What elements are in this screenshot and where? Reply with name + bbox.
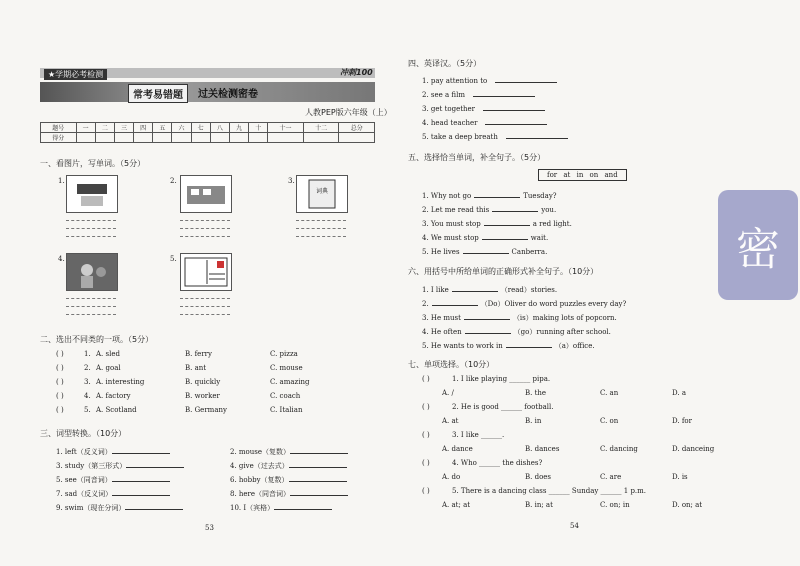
score-table-header-cell: 七 xyxy=(191,123,210,133)
sentence-part: 3. He must xyxy=(422,314,461,322)
answer-blank[interactable] xyxy=(485,117,547,125)
question-number: 4. xyxy=(84,392,91,400)
choice-option[interactable]: C. on xyxy=(600,417,619,425)
page-number-right: 54 xyxy=(570,522,579,530)
answer-line[interactable] xyxy=(180,236,230,237)
sentence-part: （go）running after school. xyxy=(513,328,611,336)
answer-paren[interactable]: ( ) xyxy=(56,364,64,372)
sentence-part: 3. You must stop xyxy=(422,220,481,228)
score-table-header-cell: 题号 xyxy=(41,123,77,133)
pic1-image xyxy=(66,175,118,213)
edition-label: 人教PEP版六年级（上） xyxy=(305,108,392,117)
answer-line[interactable] xyxy=(180,298,230,299)
answer-line[interactable] xyxy=(66,228,116,229)
sentence-part: （read）stories. xyxy=(500,286,558,294)
answer-line[interactable] xyxy=(180,228,230,229)
score-badge: 冲刺100 xyxy=(340,68,373,77)
option-a: A. sled xyxy=(96,350,120,358)
translate-phrase: 4. head teacher xyxy=(422,119,478,127)
word-form-item xyxy=(56,488,170,499)
question-number: 1. xyxy=(84,350,91,358)
word-form-label: 9. swim（现在分词） xyxy=(56,504,126,512)
score-table-header-cell: 二 xyxy=(95,123,114,133)
word-form-item xyxy=(56,446,170,457)
answer-blank[interactable] xyxy=(290,446,348,454)
answer-blank[interactable] xyxy=(112,474,170,482)
pic3-image xyxy=(296,175,348,213)
word-form-item xyxy=(230,488,348,499)
word-form-label: 7. sad（反义词） xyxy=(56,490,113,498)
answer-paren[interactable]: ( ) xyxy=(422,431,430,439)
answer-paren[interactable]: ( ) xyxy=(56,378,64,386)
score-table-row xyxy=(41,133,375,143)
choice-option[interactable]: D. danceing xyxy=(672,445,715,453)
section2-title: 二、选出不同类的一项。（5分） xyxy=(40,335,154,344)
score-table-header xyxy=(41,123,375,133)
fill-item xyxy=(422,298,626,309)
score-table-header-cell: 十二 xyxy=(303,123,339,133)
option-c: C. pizza xyxy=(270,350,298,358)
word-bank: for at in on and xyxy=(538,169,627,181)
translate-item xyxy=(422,75,557,85)
fill-item xyxy=(422,246,547,256)
answer-blank[interactable] xyxy=(464,312,510,320)
answer-blank[interactable] xyxy=(484,218,530,226)
sentence-part: 4. He often xyxy=(422,328,462,336)
sentence-part: 4. We must stop xyxy=(422,234,479,242)
score-cell[interactable] xyxy=(134,133,153,143)
choice-option[interactable]: B. does xyxy=(525,473,552,481)
question-number: 2. xyxy=(84,364,91,372)
fill-item xyxy=(422,204,556,214)
score-table-header-cell: 四 xyxy=(134,123,153,133)
translate-item xyxy=(422,131,568,141)
choice-option[interactable]: A. do xyxy=(442,473,461,481)
score-cell[interactable] xyxy=(268,133,304,143)
score-cell[interactable] xyxy=(153,133,172,143)
option-b: B. worker xyxy=(185,392,220,400)
choice-option[interactable]: A. at; at xyxy=(442,501,471,509)
sentence-part: 5. He lives xyxy=(422,248,460,256)
option-a: A. goal xyxy=(96,364,121,372)
choice-option[interactable]: D. for xyxy=(672,417,692,425)
question-text: 1. I like playing ______ pipa. xyxy=(452,375,551,383)
question-text: 4. Who ______ the dishes? xyxy=(452,459,543,467)
answer-blank[interactable] xyxy=(432,298,478,306)
score-table-header-cell: 六 xyxy=(172,123,191,133)
page-number-left: 53 xyxy=(205,524,214,532)
answer-paren[interactable]: ( ) xyxy=(56,406,64,414)
translate-phrase: 3. get together xyxy=(422,105,476,113)
pic2-image xyxy=(180,175,232,213)
score-cell[interactable] xyxy=(249,133,268,143)
word-form-label: 2. mouse（复数） xyxy=(230,448,290,456)
answer-blank[interactable] xyxy=(506,340,552,348)
section5-title: 五、选择恰当单词，补全句子。（5分） xyxy=(408,153,546,162)
score-table-header-cell: 九 xyxy=(229,123,248,133)
score-cell[interactable] xyxy=(210,133,229,143)
word-form-item xyxy=(56,502,183,513)
choice-option[interactable]: C. on; in xyxy=(600,501,630,509)
choice-option[interactable]: C. dancing xyxy=(600,445,638,453)
option-c: C. mouse xyxy=(270,364,303,372)
translate-phrase: 1. pay attention to xyxy=(422,77,488,85)
answer-blank[interactable] xyxy=(465,326,511,334)
answer-line[interactable] xyxy=(66,220,116,221)
score-cell[interactable] xyxy=(172,133,191,143)
word-form-label: 4. give（过去式） xyxy=(230,462,289,470)
question-text: 5. There is a dancing class ______ Sunday ______ 1 p.m. xyxy=(452,487,647,495)
score-table-header-cell: 十 xyxy=(249,123,268,133)
banner-small-label: ★学期必考检测 xyxy=(44,69,107,80)
answer-blank[interactable] xyxy=(112,446,170,454)
answer-line[interactable] xyxy=(66,314,116,315)
option-c: C. coach xyxy=(270,392,301,400)
people-photo-icon xyxy=(67,254,117,290)
pic4-image xyxy=(66,253,118,291)
answer-blank[interactable] xyxy=(274,502,332,510)
answer-line[interactable] xyxy=(296,228,346,229)
answer-blank[interactable] xyxy=(290,488,348,496)
score-cell[interactable] xyxy=(95,133,114,143)
option-c: C. Italian xyxy=(270,406,303,414)
pic5-image xyxy=(180,253,232,291)
fill-item xyxy=(422,190,557,200)
train-icon xyxy=(181,176,231,212)
sentence-part: wait. xyxy=(530,234,549,242)
answer-paren[interactable]: ( ) xyxy=(422,403,430,411)
answer-line[interactable] xyxy=(180,306,230,307)
translate-item xyxy=(422,89,535,99)
section3-title: 三、词型转换。（10分） xyxy=(40,429,127,438)
fill-item xyxy=(422,232,548,242)
title-box: 常考易错题 xyxy=(128,84,188,103)
score-table xyxy=(40,122,375,143)
fill-item xyxy=(422,326,611,337)
answer-blank[interactable] xyxy=(495,75,557,83)
answer-blank[interactable] xyxy=(289,474,347,482)
translate-phrase: 2. see a film xyxy=(422,91,465,99)
score-cell[interactable] xyxy=(303,133,339,143)
question-number: 3. xyxy=(84,378,91,386)
choice-option[interactable]: D. a xyxy=(672,389,686,397)
word-form-label: 6. hobby（复数） xyxy=(230,476,289,484)
answer-line[interactable] xyxy=(66,306,116,307)
answer-blank[interactable] xyxy=(126,460,184,468)
question-text: 3. I like ______. xyxy=(452,431,505,439)
fill-item xyxy=(422,284,557,295)
answer-line[interactable] xyxy=(296,236,346,237)
choice-option[interactable]: A. / xyxy=(442,389,454,397)
answer-blank[interactable] xyxy=(289,460,347,468)
pic2-num: 2. xyxy=(170,177,177,185)
word-form-item xyxy=(230,474,347,485)
word-form-label: 8. here（同音词） xyxy=(230,490,291,498)
sentence-part: Canberra. xyxy=(511,248,548,256)
choice-option[interactable]: C. are xyxy=(600,473,622,481)
fill-item xyxy=(422,218,572,228)
translate-item xyxy=(422,103,545,113)
score-cell[interactable] xyxy=(191,133,210,143)
sentence-part: 2. Let me read this xyxy=(422,206,490,214)
answer-line[interactable] xyxy=(66,298,116,299)
sentence-part: Tuesday? xyxy=(523,192,557,200)
answer-blank[interactable] xyxy=(492,204,538,212)
score-cell[interactable] xyxy=(76,133,95,143)
score-table-header-cell: 十一 xyxy=(268,123,304,133)
answer-blank[interactable] xyxy=(482,232,528,240)
sentence-part: 5. He wants to work in xyxy=(422,342,503,350)
answer-line[interactable] xyxy=(66,236,116,237)
option-a: A. interesting xyxy=(96,378,145,386)
word-form-label: 1. left（反义词） xyxy=(56,448,112,456)
fill-item xyxy=(422,340,595,351)
sentence-part: 1. I like xyxy=(422,286,449,294)
dictionary-label: 词典 xyxy=(316,188,329,195)
answer-line[interactable] xyxy=(180,220,230,221)
score-table-header-cell: 三 xyxy=(114,123,133,133)
score-table-header-cell: 一 xyxy=(76,123,95,133)
score-table-header-cell: 八 xyxy=(210,123,229,133)
translate-phrase: 5. take a deep breath xyxy=(422,133,498,141)
sentence-part: （Do）Oliver do word puzzles every day? xyxy=(480,300,627,308)
choice-option[interactable]: A. dance xyxy=(442,445,473,453)
option-b: B. quickly xyxy=(185,378,221,386)
score-table-header-cell: 总分 xyxy=(339,123,375,133)
score-table-header-cell: 五 xyxy=(153,123,172,133)
pic3-num: 3. xyxy=(288,177,295,185)
option-a: A. Scotland xyxy=(96,406,137,414)
answer-paren[interactable]: ( ) xyxy=(56,350,64,358)
choice-option[interactable]: B. dances xyxy=(525,445,560,453)
score-cell[interactable] xyxy=(114,133,133,143)
word-form-label: 10. I（宾格） xyxy=(230,504,275,512)
word-form-item xyxy=(56,474,170,485)
choice-option[interactable]: C. an xyxy=(600,389,619,397)
word-form-item xyxy=(56,460,184,471)
score-cell[interactable] xyxy=(339,133,375,143)
title-text: 过关检测密卷 xyxy=(198,89,258,100)
confidential-seal: 密 xyxy=(718,190,798,300)
word-form-label: 5. see（同音词） xyxy=(56,476,112,484)
choice-option[interactable]: B. in; at xyxy=(525,501,553,509)
sentence-part: you. xyxy=(541,206,557,214)
choice-option[interactable]: A. at xyxy=(442,417,459,425)
score-cell[interactable] xyxy=(229,133,248,143)
answer-paren[interactable]: ( ) xyxy=(422,459,430,467)
answer-paren[interactable]: ( ) xyxy=(56,392,64,400)
section4-title: 四、英译汉。（5分） xyxy=(408,59,482,68)
answer-blank[interactable] xyxy=(125,502,183,510)
fill-item xyxy=(422,312,617,323)
pic5-num: 5. xyxy=(170,255,177,263)
answer-blank[interactable] xyxy=(473,89,535,97)
answer-blank[interactable] xyxy=(474,190,520,198)
answer-blank[interactable] xyxy=(112,488,170,496)
word-form-label: 3. study（第三形式） xyxy=(56,462,127,470)
answer-blank[interactable] xyxy=(452,284,498,292)
sentence-part: （is）making lots of popcorn. xyxy=(512,314,617,322)
question-number: 5. xyxy=(84,406,91,414)
option-a: A. factory xyxy=(96,392,131,400)
option-b: B. Germany xyxy=(185,406,227,414)
word-form-item xyxy=(230,460,347,471)
section6-title: 六、用括号中所给单词的正确形式补全句子。（10分） xyxy=(408,267,599,276)
option-b: B. ant xyxy=(185,364,207,372)
pic1-num: 1. xyxy=(58,177,65,185)
choice-option[interactable]: B. in xyxy=(525,417,542,425)
answer-blank[interactable] xyxy=(463,246,509,254)
answer-paren[interactable]: ( ) xyxy=(422,487,430,495)
answer-line[interactable] xyxy=(180,314,230,315)
choice-option[interactable]: D. on; at xyxy=(672,501,703,509)
question-text: 2. He is good ______ football. xyxy=(452,403,554,411)
section1-title: 一、看图片，写单词。（5分） xyxy=(40,159,146,168)
choice-option[interactable]: D. is xyxy=(672,473,688,481)
choice-option[interactable]: B. the xyxy=(525,389,547,397)
answer-blank[interactable] xyxy=(506,131,568,139)
sentence-part: （a）office. xyxy=(554,342,595,350)
word-form-item xyxy=(230,446,348,457)
word-form-item xyxy=(230,502,332,513)
answer-blank[interactable] xyxy=(483,103,545,111)
translate-item xyxy=(422,117,547,127)
sentence-part: 2. xyxy=(422,300,429,308)
shop-sign-icon xyxy=(67,176,117,212)
sentence-part: 1. Why not go xyxy=(422,192,472,200)
score-table-row-label: 得分 xyxy=(41,133,77,143)
section7-title: 七、单项选择。（10分） xyxy=(408,360,495,369)
option-b: B. ferry xyxy=(185,350,212,358)
postcard-icon xyxy=(181,254,231,290)
option-c: C. amazing xyxy=(270,378,310,386)
pic4-num: 4. xyxy=(58,255,65,263)
sentence-part: a red light. xyxy=(532,220,572,228)
answer-line[interactable] xyxy=(296,220,346,221)
answer-paren[interactable]: ( ) xyxy=(422,375,430,383)
